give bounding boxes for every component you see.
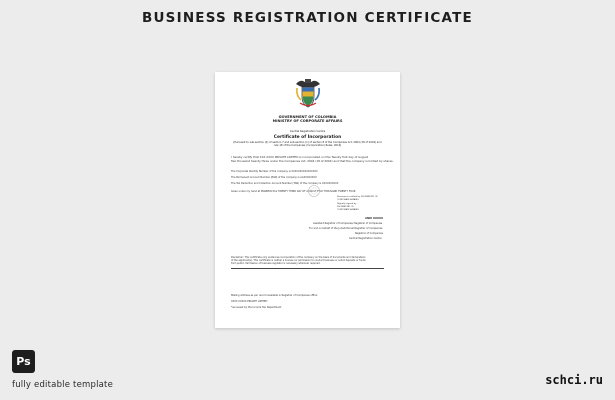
registrar-title: Assistant Registrar of Companies/ Registrar of Companies — [313, 222, 383, 225]
digital-signature-line: CORPORATE AFFAIRS — [337, 209, 359, 211]
registrar-title: Central Registration Centre — [349, 237, 382, 240]
ministry-name: MINISTRY OF CORPORATE AFFAIRS — [272, 119, 343, 123]
template-caption: fully editable template — [12, 380, 114, 390]
disclaimer: of the applicant(s). This certificate is neither a license nor permission to conduct business or solicit deposits or funds — [231, 259, 366, 262]
footnote: *as issued by the Income Tax Department — [231, 306, 282, 309]
certificate-heading: Certificate of Incorporation — [273, 135, 342, 140]
registrar-name: ANKI XXXXX — [365, 217, 384, 220]
disclaimer: from public. Permission of business regulator is necessary wherever required. — [231, 262, 321, 265]
tan-line: The Tax Deduction and Collection Account Number (TAN) of the company is XXXXXXXXXX — [231, 182, 339, 185]
page-title: BUSINESS REGISTRATION CERTIFICATE — [142, 10, 473, 26]
registrar-title: Registrar of Companies — [355, 232, 383, 235]
certificate-subheading: [Pursuant to sub-section (2) of section 7 and sub-section (1) of section 8 of the Companies Act, 2004 (18 of 2004) and — [233, 141, 382, 144]
mailing-address-label: Mailing Address as per record available in Registrar of Companies office: — [231, 294, 318, 297]
certificate-body: Two thousand twenty three under the Companies Act, 2004 (18 of 2004) and that the company is limited by shares. — [231, 159, 394, 163]
form-label: Central Registration Centre — [289, 130, 326, 133]
digital-signature-line: DS MINISTRY OF — [337, 206, 354, 208]
country-name: GOVERNMENT OF COLOMBIA — [278, 115, 337, 119]
certificate-subheading: rule 18 of the Companies (Incorporation) Rules, 2014] — [273, 144, 342, 147]
digital-signature-line: Digitally signed by — [337, 203, 357, 205]
coat-of-arms-icon — [293, 76, 323, 110]
digital-signature-line: CORPORATE AFFAIRS — [337, 199, 359, 201]
photoshop-icon: Ps — [12, 350, 35, 373]
cin-line: The Corporate Identity Number of the company is XXXXXXXXXXXXXXXX — [231, 170, 318, 173]
registrar-title: For and on behalf of the Jurisdictional Registrar of Companies — [309, 227, 383, 230]
certificate-document — [215, 72, 400, 328]
certificate-body: I hereby certify that XXX XXXX PRIVATE LIMITED is incorporated on this Twenty first day of August — [231, 155, 368, 159]
mailing-address-company: XXXX XXXXX PRIVATE LIMITED — [231, 300, 268, 303]
pan-line: The Permanent Account Number (PAN) of the company is AAXXXXXXXX — [231, 176, 317, 179]
digital-signature-line: Document certified by DS MINISTRY OF — [337, 196, 378, 198]
brand-watermark: schci.ru — [545, 373, 603, 387]
given-line: Given under my hand at MANIPUR this TWENTY THIRD DAY OF AUGUST TWO THOUSAND TWENTY FOUR — [231, 190, 356, 193]
disclaimer: Disclaimer: This certificate only evidences incorporation of the company on the basis of documents and declarations — [231, 256, 366, 259]
divider — [231, 268, 384, 269]
seal-stamp-icon — [307, 184, 321, 198]
